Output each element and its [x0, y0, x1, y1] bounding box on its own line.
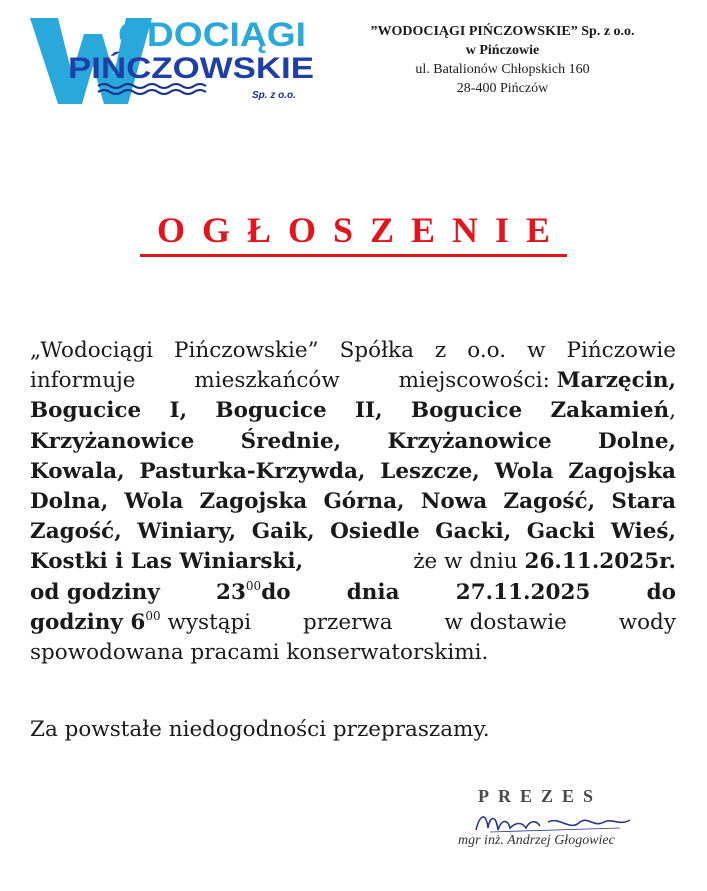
body-text-fragment: dnia	[346, 579, 400, 605]
logo-small-text: Sp. z o.o.	[252, 90, 296, 101]
body-line-2	[30, 366, 676, 396]
body-hour-end: godziny 6	[30, 609, 146, 635]
title-text: OGŁOSZENIE	[140, 208, 567, 257]
company-city: w Pińczowie	[465, 43, 540, 58]
body-text-fragment: do	[261, 579, 291, 605]
body-text-fragment: miejscowości:	[398, 368, 550, 394]
body-line-4	[30, 427, 676, 457]
body-line-11: spowodowana pracami konserwatorskimi.	[30, 640, 489, 666]
body-place-names: Kostki i Las Winiarski,	[30, 549, 304, 575]
body-line-8	[30, 547, 676, 577]
announcement-title	[0, 208, 707, 257]
body-text-fragment: przerwa	[303, 609, 393, 635]
body-place-names: Bogucice I, Bogucice II, Bogucice Zakamień	[30, 398, 670, 424]
body-text-fragment: wody	[618, 609, 676, 635]
body-minutes-sup: 00	[245, 578, 262, 593]
company-name: ”WODOCIĄGI PIŃCZOWSKIE” Sp. z o.o.	[370, 24, 635, 39]
body-line-1: „Wodociągi Pińczowskie” Spółka z o.o. w Pińczowie	[30, 338, 676, 363]
company-logo	[28, 12, 318, 108]
apology-text: Za powstałe niedogodności przepraszamy.	[30, 717, 490, 742]
logo-line2: PIŃCZOWSKIE	[68, 52, 280, 85]
body-line-5	[30, 457, 676, 487]
body-hour-start: 23	[215, 579, 246, 605]
body-line-10	[30, 608, 676, 638]
body-place-name: Marzęcin,	[556, 368, 676, 394]
body-punctuation: ,	[669, 398, 676, 424]
body-text-fragment: do	[646, 579, 676, 605]
company-postal: 28-400 Pińczów	[456, 81, 549, 96]
body-date-end: 27.11.2025	[455, 579, 591, 605]
body-line-9	[30, 578, 676, 608]
body-place-names: Dolna, Wola Zagojska Górna, Nowa Zagość, Stara	[30, 489, 676, 515]
logo-line1: ODOCIĄGI	[118, 16, 306, 54]
body-date-start: 26.11.2025r.	[524, 549, 676, 575]
company-street: ul. Batalionów Chłopskich 160	[415, 62, 590, 77]
body-place-names: Kowala, Pasturka-Krzywda, Leszcze, Wola Zagojska	[30, 458, 676, 484]
body-line-6	[30, 487, 676, 517]
body-place-names: Krzyżanowice Średnie, Krzyżanowice Dolne,	[30, 428, 676, 454]
body-text-fragment: wystąpi	[167, 609, 252, 635]
company-address	[330, 22, 675, 98]
body-line-3	[30, 396, 676, 426]
body-place-names: Zagość, Winiary, Gaik, Osiedle Gacki, Gacki Wieś,	[30, 519, 676, 545]
body-minutes-sup: 00	[145, 608, 161, 623]
body-text-fragment: informuje	[30, 368, 136, 394]
signature-name: mgr inż. Andrzej Głogowiec	[458, 833, 615, 848]
body-text-fragment: że w dniu	[413, 549, 518, 575]
signature-title: PREZES	[478, 786, 603, 806]
body-text-fragment: w dostawie	[444, 609, 567, 635]
body-text-fragment: od godziny	[30, 579, 160, 605]
body-line-7	[30, 517, 676, 547]
announcement-body	[30, 336, 676, 668]
body-text-fragment: mieszkańców	[194, 368, 340, 394]
